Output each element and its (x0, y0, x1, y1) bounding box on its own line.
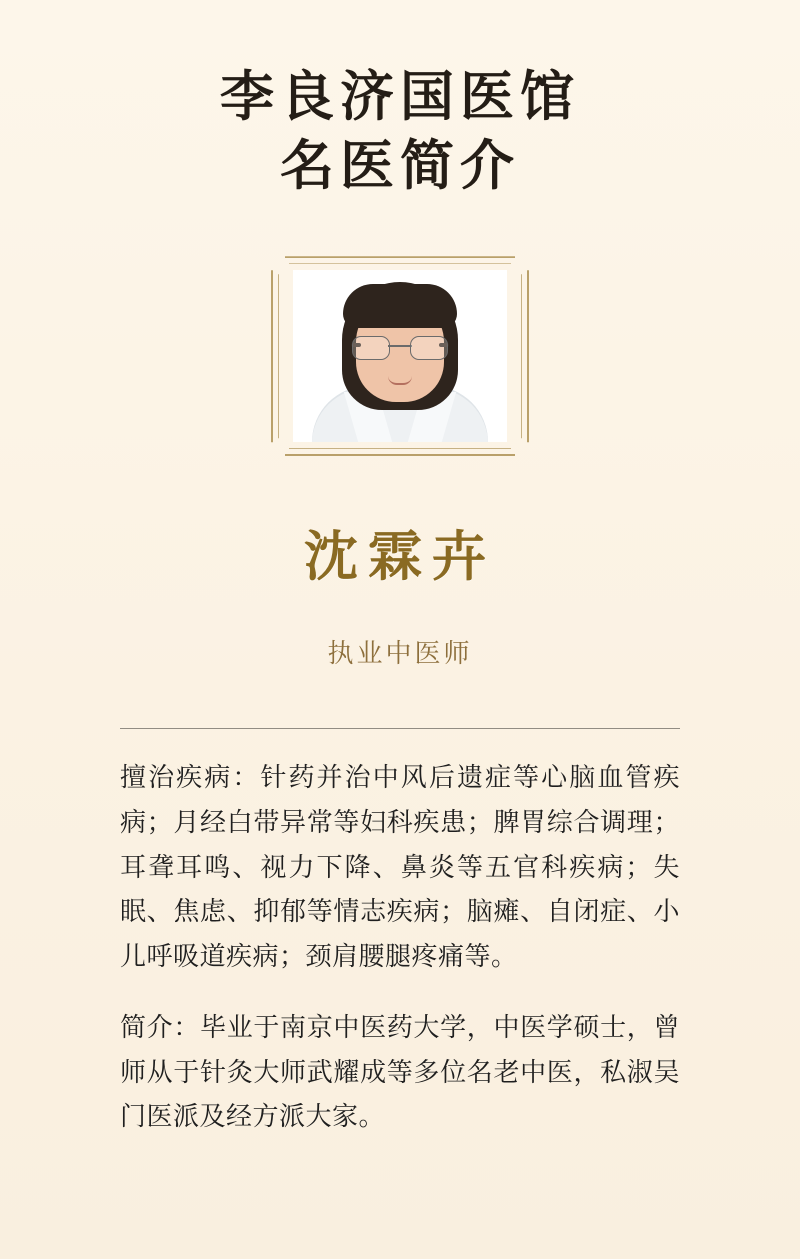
specialty-paragraph: 擅治疾病：针药并治中风后遗症等心脑血管疾病；月经白带异常等妇科疾患；脾胃综合调理；耳聋耳鸣、视力下降、鼻炎等五官科疾病；失眠、焦虑、抑郁等情志疾病；脑瘫、自闭症、小儿呼吸道疾病；颈肩腰腿疼痛等。 (120, 762, 680, 972)
glasses-lens-left (352, 336, 390, 360)
poster-header (0, 0, 800, 200)
bio-paragraph: 简介：毕业于南京中医药大学，中医学硕士，曾师从于针灸大师武耀成等多位名老中医，私淑吴门医派及经方派大家。 (120, 1011, 680, 1132)
portrait-frame (271, 256, 529, 456)
doctor-name: 沈霖卉 (304, 524, 496, 589)
doctor-details (120, 755, 680, 1139)
glasses-bridge (388, 345, 412, 347)
page-title-line-1: 李良济国医馆 (220, 64, 580, 128)
doctor-photo (293, 270, 507, 442)
portrait-section (0, 256, 800, 456)
doctor-role: 执业中医师 (327, 638, 473, 669)
glasses-lens-right (410, 336, 448, 360)
page-title-line-2: 名医简介 (280, 133, 520, 198)
section-divider (120, 728, 680, 729)
glasses-icon (352, 336, 448, 358)
photo-fringe (343, 284, 457, 328)
